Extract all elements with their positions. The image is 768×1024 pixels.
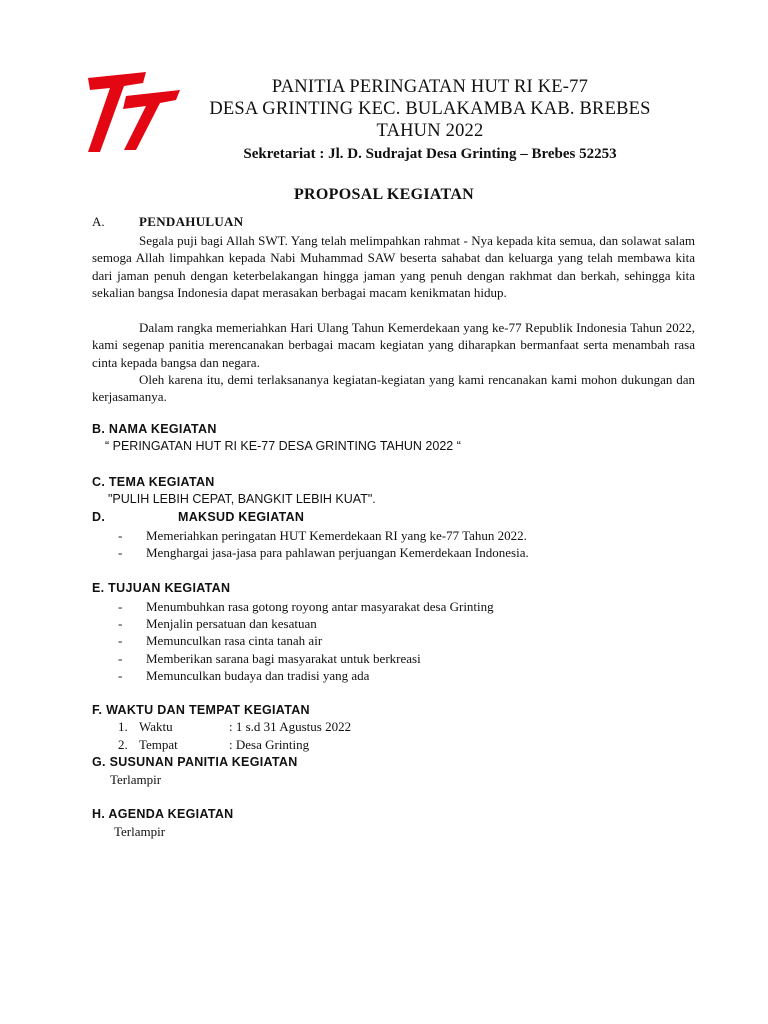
section-f-row-1-number: 1. bbox=[118, 719, 128, 734]
section-b-content: “ PERINGATAN HUT RI KE-77 DESA GRINTING TAHUN 2022 “ bbox=[105, 439, 461, 453]
section-f-row-2-value: : Desa Grinting bbox=[229, 737, 310, 752]
section-e-list bbox=[118, 598, 494, 684]
section-h-content: Terlampir bbox=[114, 824, 166, 839]
list-item-text: Menghargai jasa-jasa para pahlawan perjuangan Kemerdekaan Indonesia. bbox=[146, 545, 529, 561]
section-f-row-2-number: 2. bbox=[118, 737, 128, 752]
list-marker: - bbox=[118, 616, 123, 632]
section-c-heading: C. TEMA KEGIATAN bbox=[92, 475, 215, 489]
list-item-text: Memunculkan budaya dan tradisi yang ada bbox=[146, 667, 370, 683]
section-a-letter: A. bbox=[92, 214, 105, 229]
logo-seven-right bbox=[123, 90, 180, 150]
list-item-text: Menumbuhkan rasa gotong royong antar masyarakat desa Grinting bbox=[146, 599, 494, 614]
section-d-letter: D. bbox=[92, 510, 106, 524]
section-h-heading: H. AGENDA KEGIATAN bbox=[92, 807, 234, 821]
section-a-paragraph-1: Segala puji bagi Allah SWT. Yang telah melimpahkan rahmat - Nya kepada kita semua, dan solawat salam semoga Allah limpahkan kepada Nabi Muhammad SAW beserta sahabat dan keluarga yang telah membawa kita dari jaman penuh dengan keterbelakangan hingga jaman yang penuh dengan rakhmat dan berkah, sehingga kita sekalian bangsa Indonesia dapat merasakan berbagai macam kenikmatan hidup. bbox=[92, 233, 695, 301]
section-c-content: "PULIH LEBIH CEPAT, BANGKIT LEBIH KUAT". bbox=[108, 492, 376, 506]
section-a-heading: PENDAHULUAN bbox=[139, 214, 244, 229]
list-marker: - bbox=[118, 633, 123, 649]
section-d-list bbox=[118, 527, 529, 561]
hut-77-logo bbox=[86, 70, 182, 156]
section-d-heading: MAKSUD KEGIATAN bbox=[178, 510, 305, 524]
list-item bbox=[118, 615, 494, 632]
letterhead-village: DESA GRINTING KEC. BULAKAMBA KAB. BREBES bbox=[209, 99, 651, 119]
list-item bbox=[118, 650, 494, 667]
section-f-row-1-label: Waktu bbox=[139, 719, 173, 734]
section-a-paragraph-3: Oleh karena itu, demi terlaksananya kegiatan-kegiatan yang kami rencanakan kami mohon dukungan dan kerjasamanya. bbox=[92, 372, 695, 405]
section-g-content: Terlampir bbox=[110, 772, 162, 787]
list-item bbox=[118, 527, 529, 544]
list-item bbox=[118, 632, 494, 649]
letterhead-year: TAHUN 2022 bbox=[376, 121, 484, 141]
document-title: PROPOSAL KEGIATAN bbox=[293, 186, 475, 203]
section-f-row-1-value: : 1 s.d 31 Agustus 2022 bbox=[229, 719, 352, 734]
section-f-heading: F. WAKTU DAN TEMPAT KEGIATAN bbox=[92, 703, 310, 717]
list-marker: - bbox=[118, 667, 123, 683]
section-g-heading: G. SUSUNAN PANITIA KEGIATAN bbox=[92, 755, 298, 769]
list-item-text: Menjalin persatuan dan kesatuan bbox=[146, 616, 317, 632]
list-item bbox=[118, 544, 529, 561]
list-marker: - bbox=[118, 599, 123, 614]
list-marker: - bbox=[118, 528, 123, 543]
list-item-text: Memberikan sarana bagi masyarakat untuk berkreasi bbox=[146, 650, 421, 666]
section-a-paragraph-2: Dalam rangka memeriahkan Hari Ulang Tahun Kemerdekaan yang ke-77 Republik Indonesia Tahun 2022, kami segenap panitia merencanakan berbagai macam kegiatan yang diharapkan bermanfaat serta menambah rasa cinta kepada bangsa dan negara. bbox=[92, 320, 695, 370]
letterhead-secretariat: Sekretariat : Jl. D. Sudrajat Desa Grinting – Brebes 52253 bbox=[243, 146, 617, 162]
list-item-text: Memunculkan rasa cinta tanah air bbox=[146, 633, 323, 649]
list-item bbox=[118, 598, 494, 615]
section-b-heading: B. NAMA KEGIATAN bbox=[92, 422, 217, 436]
list-marker: - bbox=[118, 545, 123, 561]
section-f-row-2-label: Tempat bbox=[139, 737, 178, 752]
list-item-text: Memeriahkan peringatan HUT Kemerdekaan RI yang ke-77 Tahun 2022. bbox=[146, 528, 527, 543]
section-e-heading: E. TUJUAN KEGIATAN bbox=[92, 581, 231, 595]
list-marker: - bbox=[118, 650, 123, 666]
letterhead bbox=[185, 76, 675, 165]
letterhead-committee: PANITIA PERINGATAN HUT RI KE-77 bbox=[271, 77, 589, 97]
list-item bbox=[118, 667, 494, 684]
